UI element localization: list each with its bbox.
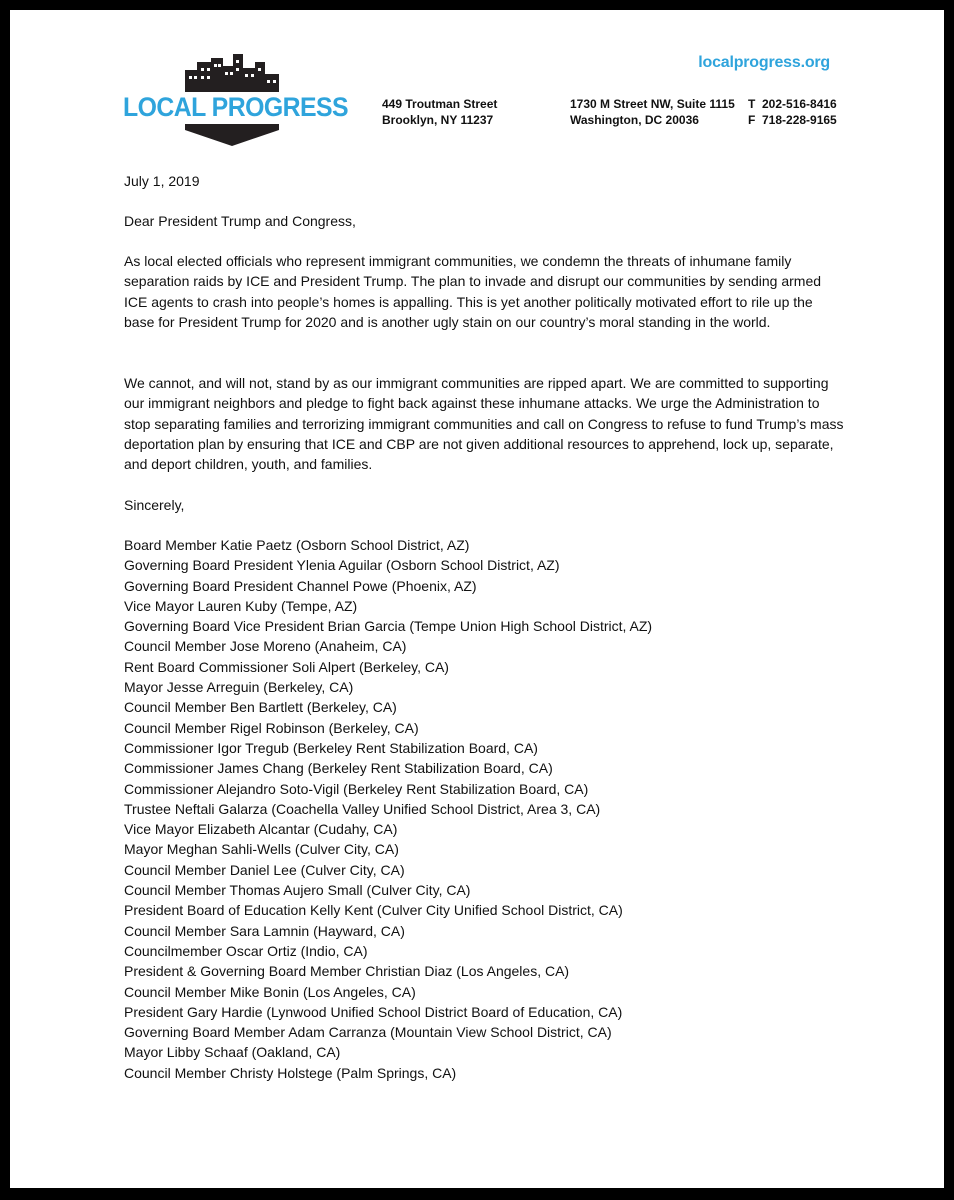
signer-item: Council Member Christy Holstege (Palm Springs, CA) — [124, 1064, 457, 1081]
letter-closing: Sincerely, — [124, 497, 185, 513]
signer-item: Council Member Rigel Robinson (Berkeley, CA) — [124, 719, 419, 736]
signer-item: Commissioner James Chang (Berkeley Rent Stabilization Board, CA) — [124, 760, 553, 777]
signer-item: Council Member Thomas Aujero Small (Culver City, CA) — [124, 882, 471, 899]
letter-paragraph-1: As local elected officials who represent immigrant communities, we condemn the threats of inhumane family separation raids by ICE and President Trump. The plan to invade and disrupt our communities by sending armed ICE agents to crash into people’s homes is appalling. This is yet another politically motivated effort to rile up the base for President Trump for 2020 and is another ugly stain on our country’s moral standing in the world. — [124, 253, 822, 330]
signer-item: Vice Mayor Lauren Kuby (Tempe, AZ) — [124, 597, 358, 614]
signer-item: Councilmember Oscar Ortiz (Indio, CA) — [124, 942, 368, 959]
signer-item: Council Member Sara Lamnin (Hayward, CA) — [124, 922, 405, 939]
logo-wordmark: LOCAL PROGRESS — [123, 92, 349, 122]
brooklyn-city: Brooklyn, NY 11237 — [382, 113, 494, 127]
letter-paragraph-2: We cannot, and will not, stand by as our immigrant communities are ripped apart. We are committed to supporting our immigrant neighbors and pledge to fight back against these inhumane attacks. We urge the Administration to stop separating families and terrorizing immigrant communities and call on Congress to refuse to fund Trump’s mass deportation plan by ensuring that ICE and CBP are not given additional resources to apprehend, lock up, separate, and deport children, youth, and families. — [124, 375, 844, 473]
dc-street: 1730 M Street NW, Suite 1115 — [570, 97, 735, 111]
signer-item: Mayor Jesse Arreguin (Berkeley, CA) — [124, 679, 354, 696]
fax: F 718-228-9165 — [748, 113, 837, 127]
local-progress-logo — [123, 50, 349, 150]
dc-address — [570, 96, 735, 128]
signer-item: Commissioner Igor Tregub (Berkeley Rent Stabilization Board, CA) — [124, 739, 538, 756]
brooklyn-address — [382, 96, 497, 128]
signer-item: Commissioner Alejandro Soto-Vigil (Berkeley Rent Stabilization Board, CA) — [124, 780, 589, 797]
website-link[interactable]: localprogress.org — [698, 54, 830, 71]
signer-item: Council Member Mike Bonin (Los Angeles, CA) — [124, 983, 416, 1000]
signer-item: Mayor Meghan Sahli-Wells (Culver City, CA) — [124, 841, 399, 858]
letter-date: July 1, 2019 — [124, 173, 200, 189]
signer-item: President Board of Education Kelly Kent (Culver City Unified School District, CA) — [124, 902, 623, 919]
signer-item: Governing Board President Ylenia Aguilar (Osborn School District, AZ) — [124, 557, 560, 574]
letter-page — [10, 10, 944, 1188]
letter-greeting: Dear President Trump and Congress, — [124, 213, 356, 229]
brooklyn-street: 449 Troutman Street — [382, 97, 498, 111]
signer-item: Governing Board President Channel Powe (Phoenix, AZ) — [124, 577, 477, 594]
signer-item: President Gary Hardie (Lynwood Unified School District Board of Education, CA) — [124, 1003, 623, 1020]
signer-item: Governing Board Member Adam Carranza (Mountain View School District, CA) — [124, 1024, 612, 1041]
signer-item: Governing Board Vice President Brian Garcia (Tempe Union High School District, AZ) — [124, 618, 653, 635]
dc-city: Washington, DC 20036 — [570, 113, 699, 127]
signer-item: Vice Mayor Elizabeth Alcantar (Cudahy, CA) — [124, 821, 398, 838]
signer-item: President & Governing Board Member Christian Diaz (Los Angeles, CA) — [124, 963, 570, 980]
signer-item: Rent Board Commissioner Soli Alpert (Berkeley, CA) — [124, 658, 449, 675]
signer-item: Mayor Libby Schaaf (Oakland, CA) — [124, 1044, 341, 1061]
signer-item: Board Member Katie Paetz (Osborn School District, AZ) — [124, 537, 470, 553]
signers-list — [124, 535, 844, 1083]
signer-item: Council Member Ben Bartlett (Berkeley, CA) — [124, 699, 397, 716]
signer-item: Council Member Jose Moreno (Anaheim, CA) — [124, 638, 407, 655]
telephone: T 202-516-8416 — [748, 97, 837, 111]
signer-item: Trustee Neftali Galarza (Coachella Valley Unified School District, Area 3, CA) — [124, 800, 601, 817]
signer-item: Council Member Daniel Lee (Culver City, CA) — [124, 861, 405, 878]
phone-block — [748, 96, 837, 128]
